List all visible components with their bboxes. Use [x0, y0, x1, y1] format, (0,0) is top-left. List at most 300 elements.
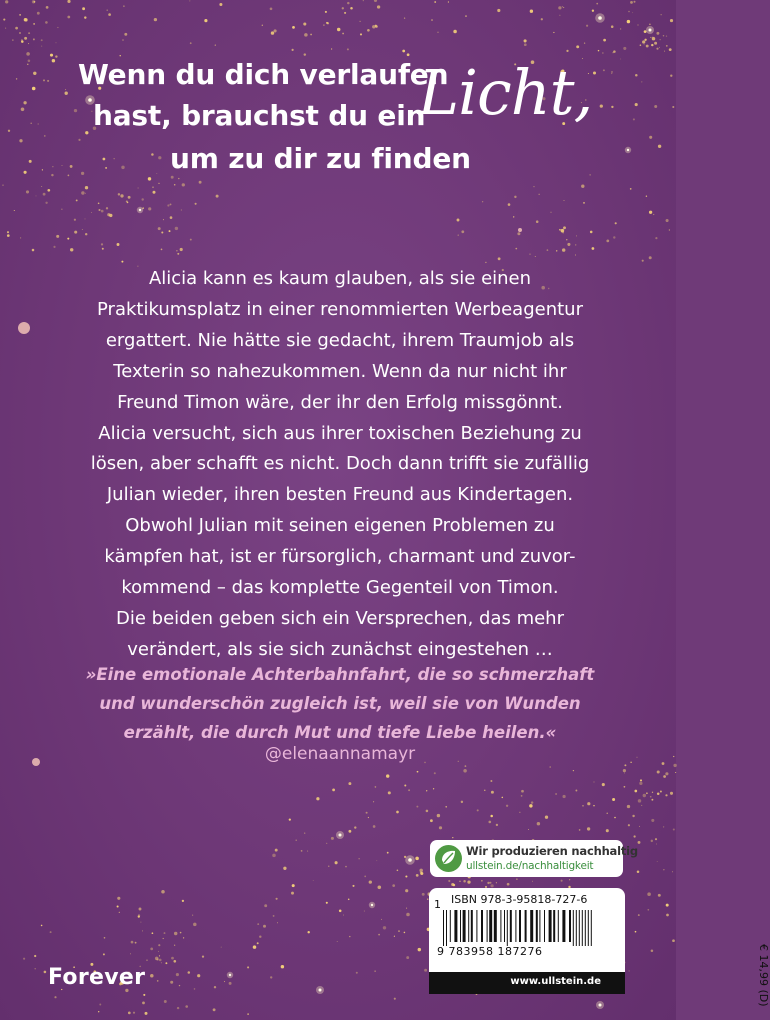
glitter-dot — [498, 257, 501, 260]
glitter-dot — [624, 786, 626, 788]
glitter-dot — [178, 178, 179, 179]
glitter-dot — [575, 255, 576, 256]
glitter-dot — [216, 195, 219, 198]
glitter-dot — [142, 930, 143, 931]
glitter-dot — [348, 782, 351, 785]
glitter-dot — [517, 232, 520, 235]
glitter-dot — [28, 60, 31, 63]
glitter-dot — [387, 852, 389, 854]
glitter-dot — [259, 935, 261, 937]
glitter-dot — [666, 914, 669, 917]
glitter-dot — [174, 945, 175, 946]
glitter-dot — [431, 19, 433, 21]
glitter-dot — [140, 922, 141, 923]
glitter-dot — [176, 973, 179, 976]
barcode-bar — [460, 910, 461, 942]
glitter-dot — [45, 21, 48, 24]
glitter-dot — [202, 956, 204, 958]
glitter-dot — [644, 44, 645, 45]
glitter-dot — [666, 904, 669, 907]
glitter-dot — [99, 1004, 101, 1006]
barcode-number: 9 783958 187276 — [437, 945, 543, 958]
glitter-dot — [642, 260, 644, 262]
bokeh-dot — [32, 758, 40, 766]
glitter-dot — [654, 105, 657, 108]
glitter-dot — [182, 183, 185, 186]
glitter-dot — [673, 764, 676, 767]
glitter-dot — [603, 69, 605, 71]
glitter-dot — [373, 825, 376, 828]
glitter-dot — [375, 25, 377, 27]
glitter-dot — [672, 939, 675, 942]
glitter-dot — [176, 250, 177, 251]
headline-line-1: Wenn du dich verlaufen — [78, 58, 449, 91]
glitter-dot — [417, 771, 419, 773]
glitter-dot — [120, 55, 121, 56]
glitter-dot — [647, 909, 649, 911]
barcode-bar — [471, 910, 473, 942]
glitter-dot — [530, 10, 533, 13]
sparkle-star — [596, 1001, 604, 1009]
glitter-dot — [416, 874, 419, 877]
glitter-dot — [76, 199, 78, 201]
glitter-dot — [430, 819, 433, 822]
glitter-dot — [161, 890, 165, 894]
barcode-bar — [549, 910, 552, 942]
glitter-dot — [52, 59, 55, 62]
glitter-dot — [124, 33, 127, 36]
glitter-dot — [620, 59, 621, 60]
glitter-dot — [21, 108, 25, 112]
glitter-dot — [516, 878, 517, 879]
glitter-dot — [138, 187, 139, 188]
glitter-dot — [613, 52, 614, 53]
glitter-dot — [215, 45, 216, 46]
glitter-dot — [347, 2, 349, 4]
glitter-dot — [44, 135, 46, 137]
blurb-line: Julian wieder, ihren besten Freund aus Kindertagen. — [106, 484, 574, 506]
barcode-bar — [569, 910, 571, 942]
barcode-lead-digit: 1 — [434, 898, 441, 911]
glitter-dot — [535, 256, 536, 257]
glitter-dot — [159, 955, 160, 956]
glitter-dot — [74, 219, 76, 221]
glitter-dot — [646, 792, 648, 794]
glitter-dot — [331, 837, 334, 840]
glitter-dot — [98, 1011, 99, 1012]
glitter-dot — [593, 805, 594, 806]
glitter-dot — [152, 191, 155, 194]
blurb-line: lösen, aber schafft es nicht. Doch dann trifft sie zufällig — [90, 453, 590, 475]
glitter-dot — [199, 181, 202, 184]
glitter-dot — [24, 37, 27, 40]
glitter-dot — [194, 988, 196, 990]
glitter-dot — [663, 35, 664, 36]
glitter-dot — [490, 780, 492, 782]
glitter-dot — [135, 942, 137, 944]
barcode-bar — [454, 910, 457, 942]
glitter-dot — [165, 962, 167, 964]
glitter-dot — [292, 26, 295, 29]
quote-line: erzählt, die durch Mut und tiefe Liebe heilen.« — [123, 723, 557, 742]
glitter-dot — [665, 772, 668, 775]
glitter-dot — [188, 971, 191, 974]
glitter-dot — [55, 42, 56, 43]
glitter-dot — [158, 183, 159, 184]
glitter-dot — [651, 819, 654, 822]
glitter-dot — [193, 923, 197, 927]
glitter-dot — [459, 881, 460, 882]
glitter-dot — [47, 189, 50, 192]
barcode-bar — [539, 910, 540, 942]
glitter-dot — [596, 3, 598, 5]
glitter-dot — [666, 45, 668, 47]
glitter-dot — [611, 25, 614, 28]
glitter-dot — [615, 222, 617, 224]
glitter-dot — [107, 213, 110, 216]
glitter-dot — [148, 207, 151, 210]
glitter-dot — [672, 106, 674, 108]
glitter-dot — [630, 762, 631, 763]
glitter-dot — [482, 201, 483, 202]
glitter-dot — [164, 1000, 167, 1003]
glitter-dot — [350, 7, 353, 10]
glitter-dot — [263, 925, 266, 928]
glitter-dot — [128, 1012, 131, 1015]
quote-line: und wunderschön zugleich ist, weil sie von Wunden — [99, 694, 581, 713]
glitter-dot — [457, 219, 460, 222]
glitter-dot — [180, 248, 183, 251]
glitter-dot — [117, 897, 120, 900]
blurb-line: Freund Timon wäre, der ihr den Erfolg missgönnt. — [117, 391, 563, 413]
glitter-dot — [461, 801, 463, 803]
glitter-dot — [634, 790, 637, 793]
glitter-dot — [214, 986, 216, 988]
glitter-dot — [289, 818, 291, 820]
glitter-dot — [374, 970, 375, 971]
glitter-dot — [158, 951, 159, 952]
glitter-dot — [506, 805, 508, 807]
barcode-bar — [504, 910, 505, 942]
glitter-dot — [561, 880, 563, 882]
glitter-dot — [36, 195, 37, 196]
glitter-dot — [647, 892, 651, 896]
glitter-dot — [652, 37, 653, 38]
glitter-dot — [524, 39, 527, 42]
glitter-dot — [148, 177, 151, 180]
glitter-dot — [122, 39, 124, 41]
glitter-dot — [657, 792, 660, 795]
glitter-dot — [91, 212, 92, 213]
glitter-dot — [177, 1007, 179, 1009]
glitter-dot — [666, 35, 667, 36]
glitter-dot — [658, 894, 661, 897]
glitter-dot — [559, 229, 561, 231]
glitter-dot — [376, 860, 377, 861]
glitter-dot — [29, 160, 32, 163]
glitter-dot — [630, 188, 632, 190]
glitter-dot — [649, 211, 652, 214]
glitter-dot — [158, 944, 160, 946]
glitter-dot — [174, 932, 177, 935]
glitter-dot — [114, 158, 115, 159]
glitter-dot — [301, 850, 303, 852]
glitter-dot — [84, 16, 86, 18]
glitter-dot — [488, 821, 491, 824]
glitter-dot — [424, 969, 427, 972]
blurb-line: Die beiden geben sich ein Versprechen, das mehr — [115, 607, 564, 629]
glitter-dot — [633, 1, 635, 3]
glitter-dot — [638, 841, 641, 844]
glitter-dot — [141, 198, 143, 200]
barcode-bar — [553, 910, 555, 942]
glitter-dot — [453, 30, 457, 34]
glitter-dot — [118, 193, 120, 195]
glitter-dot — [611, 73, 612, 74]
glitter-dot — [394, 936, 395, 937]
glitter-dot — [386, 774, 389, 777]
glitter-dot — [491, 791, 494, 794]
glitter-dot — [281, 965, 284, 968]
glitter-dot — [323, 24, 325, 26]
glitter-dot — [316, 797, 319, 800]
glitter-dot — [342, 33, 344, 35]
glitter-dot — [85, 193, 86, 194]
glitter-dot — [143, 994, 145, 996]
glitter-dot — [307, 851, 308, 852]
glitter-dot — [326, 843, 327, 844]
glitter-dot — [404, 784, 406, 786]
glitter-dot — [67, 16, 70, 19]
barcode-bar — [579, 910, 580, 946]
glitter-dot — [638, 799, 642, 803]
glitter-dot — [130, 953, 131, 954]
glitter-dot — [70, 248, 73, 251]
glitter-dot — [274, 29, 277, 32]
glitter-dot — [204, 19, 207, 22]
glitter-dot — [177, 253, 179, 255]
glitter-dot — [655, 237, 657, 239]
headline-line-3: um zu dir zu finden — [170, 142, 471, 175]
glitter-dot — [264, 904, 267, 907]
glitter-dot — [641, 805, 642, 806]
glitter-dot — [343, 915, 344, 916]
glitter-dot — [559, 15, 560, 16]
glitter-dot — [164, 932, 166, 934]
glitter-dot — [47, 80, 49, 82]
barcode-bar — [519, 910, 521, 942]
glitter-dot — [325, 11, 327, 13]
glitter-dot — [171, 176, 174, 179]
glitter-dot — [579, 829, 581, 831]
sparkle-star — [646, 26, 654, 34]
glitter-dot — [434, 1, 436, 3]
glitter-dot — [461, 230, 464, 233]
glitter-dot — [337, 941, 338, 942]
glitter-dot — [593, 71, 596, 74]
glitter-dot — [170, 981, 173, 984]
glitter-dot — [659, 47, 660, 48]
publisher-website[interactable] — [429, 976, 625, 987]
glitter-dot — [590, 231, 593, 234]
glitter-dot — [562, 6, 563, 7]
glitter-dot — [121, 261, 123, 263]
glitter-dot — [641, 81, 642, 82]
glitter-dot — [655, 838, 657, 840]
blurb-line: kämpfen hat, ist er fürsorglich, charmant und zuvor- — [104, 546, 576, 568]
glitter-dot — [545, 816, 548, 819]
glitter-dot — [189, 0, 190, 1]
glitter-dot — [33, 72, 36, 75]
glitter-dot — [640, 44, 642, 46]
glitter-dot — [551, 212, 552, 213]
glitter-dot — [465, 15, 466, 16]
glitter-dot — [352, 885, 354, 887]
glitter-dot — [651, 949, 654, 952]
glitter-dot — [229, 982, 232, 985]
glitter-dot — [5, 0, 8, 3]
glitter-dot — [359, 21, 360, 22]
glitter-dot — [531, 801, 533, 803]
glitter-dot — [82, 229, 83, 230]
glitter-dot — [651, 799, 653, 801]
glitter-dot — [665, 794, 667, 796]
barcode-bar — [530, 910, 533, 942]
glitter-dot — [277, 922, 278, 923]
barcode-bar — [558, 910, 559, 942]
glitter-dot — [120, 194, 123, 197]
glitter-dot — [158, 227, 161, 230]
glitter-dot — [14, 210, 15, 211]
glitter-dot — [638, 914, 640, 916]
glitter-dot — [567, 243, 570, 246]
glitter-dot — [657, 770, 660, 773]
isbn-text: ISBN 978-3-95818-727-6 — [451, 893, 588, 906]
glitter-dot — [28, 32, 30, 34]
glitter-dot — [660, 791, 662, 793]
publisher-website-text[interactable]: www.ullstein.de — [510, 976, 601, 987]
glitter-dot — [170, 216, 173, 219]
price-container — [606, 896, 770, 1007]
glitter-dot — [195, 203, 197, 205]
glitter-dot — [675, 772, 676, 773]
glitter-dot — [150, 974, 154, 978]
glitter-dot — [349, 936, 350, 937]
glitter-dot — [85, 186, 88, 189]
glitter-dot — [637, 757, 638, 758]
barcode-bar — [588, 910, 589, 946]
glitter-dot — [52, 166, 53, 167]
glitter-dot — [56, 235, 59, 238]
barcode-bar — [510, 910, 512, 942]
glitter-dot — [592, 247, 595, 250]
glitter-dot — [624, 764, 626, 766]
barcode-bar — [591, 910, 592, 946]
glitter-dot — [623, 769, 626, 772]
glitter-dot — [50, 54, 53, 57]
glitter-dot — [74, 231, 77, 234]
glitter-dot — [51, 174, 53, 176]
glitter-dot — [549, 766, 551, 768]
glitter-dot — [576, 45, 579, 48]
glitter-dot — [24, 18, 27, 21]
glitter-dot — [640, 779, 642, 781]
glitter-dot — [593, 781, 594, 782]
glitter-dot — [344, 12, 346, 14]
glitter-dot — [257, 923, 259, 925]
glitter-dot — [192, 915, 193, 916]
glitter-dot — [620, 28, 621, 29]
glitter-dot — [179, 985, 180, 986]
glitter-dot — [656, 844, 657, 845]
glitter-dot — [439, 826, 442, 829]
glitter-dot — [43, 79, 45, 81]
glitter-dot — [85, 233, 87, 235]
sustainability-url[interactable]: ullstein.de/nachhaltigkeit — [466, 860, 594, 872]
barcode-bar — [489, 910, 492, 942]
glitter-dot — [146, 959, 147, 960]
review-quote — [40, 660, 640, 747]
glitter-dot — [106, 207, 108, 209]
glitter-dot — [30, 122, 32, 124]
glitter-dot — [555, 793, 557, 795]
glitter-dot — [437, 32, 439, 34]
glitter-dot — [662, 762, 665, 765]
glitter-dot — [161, 962, 162, 963]
blurb-line: Obwohl Julian mit seinen eigenen Problemen zu — [125, 515, 555, 537]
barcode-bar — [536, 910, 538, 942]
glitter-dot — [101, 210, 104, 213]
glitter-dot — [171, 957, 174, 960]
glitter-dot — [262, 25, 263, 26]
glitter-dot — [583, 202, 585, 204]
glitter-dot — [437, 814, 440, 817]
glitter-dot — [44, 971, 47, 974]
glitter-dot — [524, 43, 527, 46]
glitter-dot — [158, 156, 161, 159]
glitter-dot — [41, 39, 43, 41]
recycle-leaf-icon — [434, 844, 463, 873]
glitter-dot — [154, 18, 157, 21]
glitter-dot — [337, 28, 340, 31]
barcode-bar — [487, 910, 488, 942]
glitter-dot — [183, 937, 184, 938]
glitter-dot — [23, 958, 25, 960]
glitter-dot — [627, 805, 630, 808]
glitter-dot — [643, 794, 646, 797]
glitter-dot — [634, 835, 636, 837]
glitter-dot — [388, 791, 391, 794]
glitter-dot — [295, 840, 296, 841]
glitter-dot — [185, 1005, 188, 1008]
glitter-dot — [367, 29, 370, 32]
glitter-dot — [661, 14, 662, 15]
glitter-dot — [646, 45, 649, 48]
glitter-dot — [43, 193, 46, 196]
glitter-dot — [586, 25, 588, 27]
glitter-dot — [55, 55, 57, 57]
glitter-dot — [666, 219, 669, 222]
glitter-dot — [451, 883, 454, 886]
sustainability-badge — [430, 840, 638, 877]
glitter-dot — [3, 19, 5, 21]
glitter-dot — [426, 810, 429, 813]
glitter-dot — [123, 5, 125, 7]
barcode-bar — [562, 910, 565, 942]
blurb-line: Texterin so nahezukommen. Wenn da nur nicht ihr — [113, 360, 567, 382]
glitter-dot — [270, 976, 272, 978]
glitter-dot — [67, 0, 70, 3]
